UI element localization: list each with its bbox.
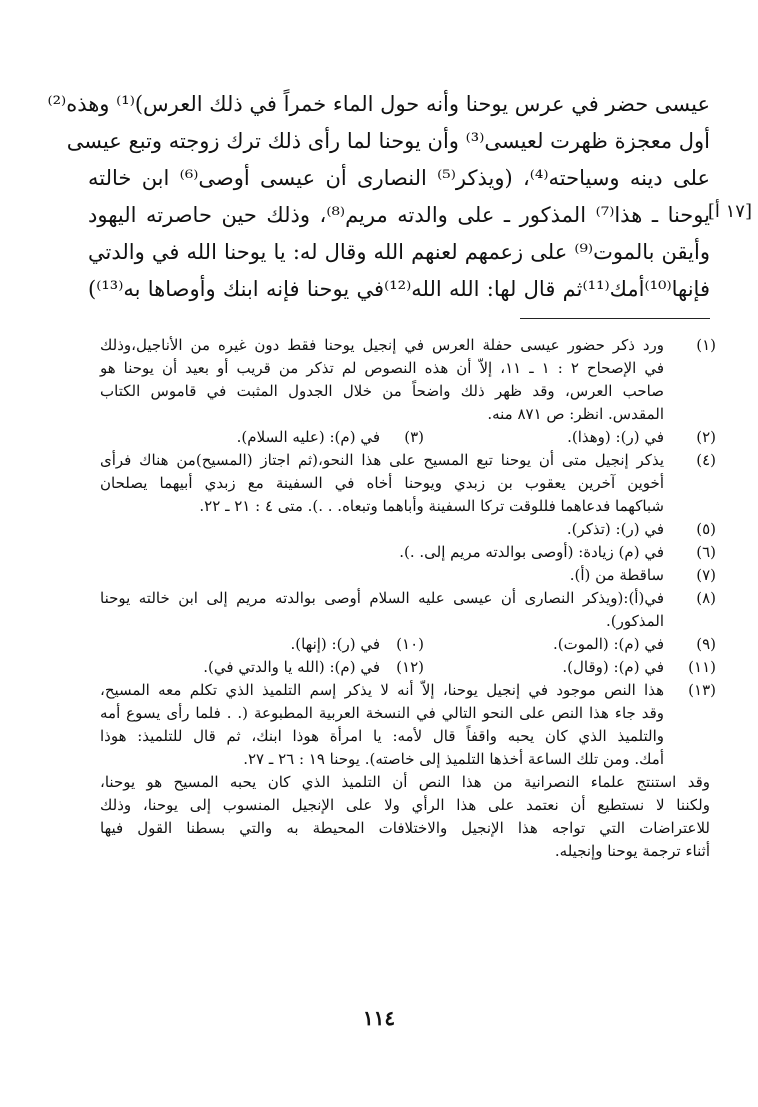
manuscript-folio-marker: [١٧ أ] [707,201,752,222]
footnote-6 [100,541,716,564]
footnote-4 [100,449,716,518]
main-text-line: عيسى حضر في عرس يوحنا وأنه حول الماء خمراً في ذلك العرس)⁽¹⁾ وهذه⁽²⁾ [47,92,710,116]
footnote-text: في (م): (وقال). [562,658,664,676]
footnote-line: أمك. ومن تلك الساعة أخذها التلميذ إلى خاصته). يوحنا ١٩ : ٢٦ ـ ٢٧. [243,750,664,768]
footnote-text: في (ر): (وهذا). [567,428,664,446]
footnotes-section [100,334,716,863]
footnote-number: (١٣) [688,681,716,699]
footnote-line: يذكر إنجيل متى أن يوحنا تبع المسيح على هذا النحو،(ثم اجتاز (المسيح)من هناك فرأى [100,451,664,469]
footnote-line: وقد جاء هذا النص على النحو التالي في النسخة العربية المطبوعة (. . فلما رأى يسوع أمه [100,704,664,722]
footnote-number: (١٢) [396,658,424,676]
footnote-number: (١٠) [396,635,424,653]
footnote-line: في الإصحاح ٢ : ١ ـ ١١، إلاّ أن هذه النصوص لم تذكر من قريب أو بعيد أن يوحنا هو [100,359,664,377]
footnote-separator-rule [520,318,710,319]
footnote-5 [100,518,716,541]
main-text-line: يوحنا ـ هذا⁽⁷⁾ المذكور ـ على والدته مريم⁽⁸⁾، وذلك حين حاصرته اليهود [88,203,710,227]
main-text-line: وأيقن بالموت⁽⁹⁾ على زعمهم لعنهم الله وقال له: يا يوحنا الله في والدتي [88,240,710,264]
footnote-13 [100,679,716,771]
footnote-line: للاعتراضات التي تواجه هذا الإنجيل والاختلافات المحيطة به والتي بسطنا القول فيها [100,819,710,837]
footnote-text: في (م): (عليه السلام). [236,428,380,446]
footnote-line: هذا النص موجود في إنجيل يوحنا، إلاّ أنه لا يذكر إسم التلميذ الذي تكلم معه المسيح، [100,681,664,699]
footnote-line: ساقطة من (أ). [569,566,664,584]
main-text-line: أول معجزة ظهرت لعيسى⁽³⁾ وأن يوحنا لما رأى ذلك ترك زوجته وتبع عيسى [66,129,710,153]
footnote-1 [100,334,716,426]
footnote-7 [100,564,716,587]
footnote-line: صاحب العرس، وقد ظهر ذلك واضحاً من خلال الجدول المثبت في قاموس الكتاب [100,382,664,400]
footnote-line: وقد استنتج علماء النصرانية من هذا النص أن التلميذ الذي كان يحبه المسيح هو يوحنا، [100,773,710,791]
footnote-number: (٢) [696,428,716,446]
footnote-text: في (م): (الله يا والدتي في). [203,658,380,676]
footnotes-2-3 [100,426,716,449]
footnote-number: (٤) [696,451,716,469]
footnotes-11-12 [100,656,716,679]
footnote-number: (٦) [696,543,716,561]
footnotes-9-10 [100,633,716,656]
footnote-number: (١) [696,336,716,354]
footnote-8 [100,587,716,633]
footnote-text: في (م): (الموت). [552,635,664,653]
footnote-line: أخوين آخرين يعقوب بن زبدي ويوحنا أخاه في السفينة مع زبدي أبيهما يصلحان [100,474,664,492]
footnote-line: في (م) زيادة: (أوصى بوالدته مريم إلى. .). [399,543,664,561]
footnote-line: في (ر): (تذكر). [566,520,664,538]
footnote-line: والتلميذ الذي كان يحبه واقفاً قال لأمه: يا امرأة هوذا ابنك، ثم قال للتلميذ: هوذا [100,727,664,745]
main-text-line: على دينه وسياحته⁽⁴⁾، (ويذكر⁽⁵⁾ النصارى أن عيسى أوصى⁽⁶⁾ ابن خالته [88,166,710,190]
footnote-line: شباكهما فدعاهما فللوقت تركا السفينة وأباهما وتبعاه. . .). متى ٤ : ٢١ ـ ٢٢. [199,497,664,515]
footnote-number: (١١) [688,658,716,676]
footnote-number: (٧) [696,566,716,584]
footnote-number: (٣) [404,428,424,446]
footnote-line: ورد ذكر حضور عيسى حفلة العرس في إنجيل يوحنا فقط دون غيره من الأناجيل،وذلك [100,336,664,354]
footnote-number: (٨) [696,589,716,607]
footnote-line: أثناء ترجمة يوحنا وإنجيله. [554,842,710,860]
footnote-line: ولكننا لا نستطيع أن نعتمد على هذا الرأي ولا على الإنجيل المنسوب إلى يوحنا، وذلك [100,796,710,814]
main-text-block [47,86,710,308]
footnote-text: في (ر): (إنها). [290,635,380,653]
footnote-13-continuation [100,771,710,863]
footnote-line: المقدس. انظر: ص ٨٧١ منه. [487,405,664,423]
page-number: ١١٤ [362,1006,396,1030]
footnote-line: في(أ):(ويذكر النصارى أن عيسى عليه السلام أوصى بوالدته مريم إلى ابن خالته يوحنا [100,589,664,607]
footnote-number: (٥) [696,520,716,538]
main-text-line: فإنها⁽¹⁰⁾أمك⁽¹¹⁾ثم قال لها: الله الله⁽¹²⁾في يوحنا فإنه ابنك وأوصاها به⁽¹³⁾) [88,277,710,301]
footnote-line: المذكور). [605,612,664,630]
footnote-number: (٩) [696,635,716,653]
